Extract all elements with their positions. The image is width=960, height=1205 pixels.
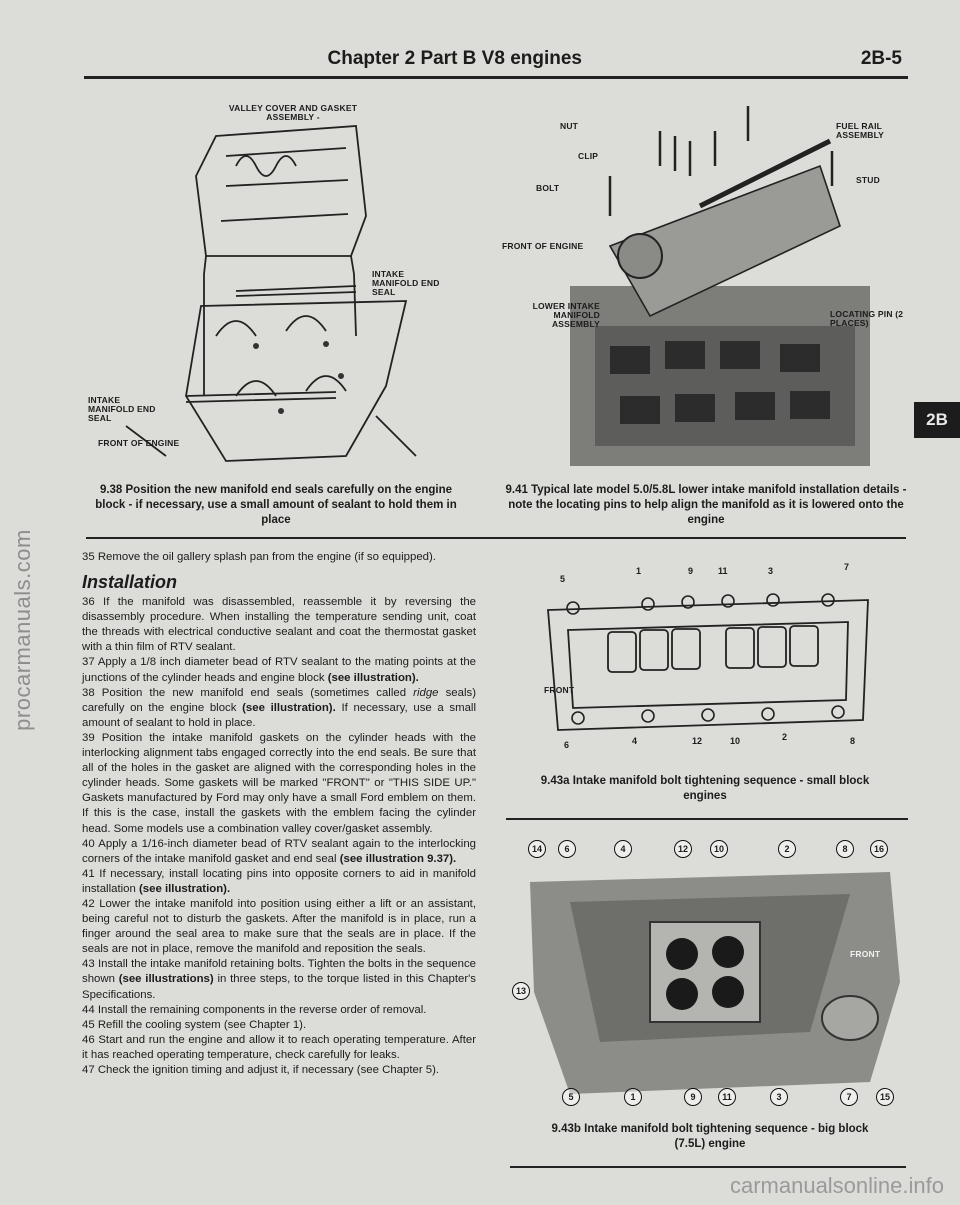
seq-b-9: 9 [684, 1088, 702, 1106]
label-valley-cover: VALLEY COVER AND GASKET ASSEMBLY - [228, 103, 358, 122]
figure-9-43a-drawing [528, 560, 888, 760]
seq-b-1: 1 [624, 1088, 642, 1106]
para-47: 47 Check the ignition timing and adjust it, if necessary (see Chapter 5). [82, 1064, 440, 1076]
para-38: 38 Position the new manifold end seals (sometimes called ridge seals) carefully on the engine block (see illustration). If necessary, use a small amount of sealant to hold in place. [82, 686, 476, 729]
label-front-of-engine: FRONT OF ENGINE [98, 438, 180, 448]
label-bolt: BOLT [536, 183, 560, 193]
label-nut: NUT [560, 121, 579, 131]
section-tab: 2B [914, 402, 960, 438]
seq-b-4: 4 [614, 840, 632, 858]
para-46: 46 Start and run the engine and allow it to reach operating temperature. After it has reached operating temperature, check carefully for leaks. [82, 1033, 476, 1061]
seq-a-3: 3 [768, 566, 774, 576]
caption-9-38: 9.38 Position the new manifold end seals carefully on the engine block - if necessary, use a small amount of sealant to hold them in place [95, 484, 457, 526]
label-front-of-engine-941: FRONT OF ENGINE [502, 241, 584, 251]
seq-b-13: 13 [512, 982, 530, 1000]
seq-b-10: 10 [710, 840, 728, 858]
seq-b-14: 14 [528, 840, 546, 858]
seq-b-3: 3 [770, 1088, 788, 1106]
para-39: 39 Position the intake manifold gaskets on the cylinder heads with the interlocking alignment tabs engaged correctly into the end seals. Be sure that all of the holes in the gasket are aligned with the corresponding holes in the cylinder heads. Some gaskets will be marked "FRONT" or "THIS SIDE UP." Gaskets manufactured by Ford may only have a small Ford emblem on them. If this is the case, install the gaskets with the emblem facing the cylinder head. Some models use a combination valley cover/gasket assembly. [82, 731, 476, 835]
caption-9-41: 9.41 Typical late model 5.0/5.8L lower intake manifold installation details - note the locating pins to help align the manifold as it is lowered onto the engine [505, 484, 907, 526]
label-locating-pin: LOCATING PIN (2 PLACES) [830, 309, 904, 328]
seq-a-6: 6 [564, 740, 570, 750]
seq-a-2: 2 [782, 732, 788, 742]
label-front-943a: FRONT [544, 685, 575, 695]
seq-a-4: 4 [632, 736, 638, 746]
seq-a-7: 7 [844, 562, 850, 572]
caption-9-43b: 9.43b Intake manifold bolt tightening sequence - big block (7.5L) engine [551, 1123, 869, 1150]
caption-9-43a: 9.43a Intake manifold bolt tightening sequence - small block engines [540, 775, 870, 802]
seq-b-12: 12 [674, 840, 692, 858]
seq-b-8: 8 [836, 840, 854, 858]
figure-9-43a [528, 560, 888, 760]
seq-a-8: 8 [850, 736, 856, 746]
seq-b-15: 15 [876, 1088, 894, 1106]
para-40: 40 Apply a 1/16-inch diameter bead of RTV sealant again to the interlocking corners of the intake manifold gasket and end seal (see illustration 9.37). [82, 837, 476, 865]
para-41: 41 If necessary, install locating pins into opposite corners to aid in manifold installation (see illustration). [82, 867, 476, 895]
figure-rule-3 [510, 1166, 906, 1168]
figure-9-43b [510, 832, 908, 1110]
seq-a-9: 9 [688, 566, 694, 576]
seq-b-6: 6 [558, 840, 576, 858]
section-heading-installation: Installation [82, 572, 178, 593]
seq-a-10: 10 [730, 736, 741, 746]
seq-a-1: 1 [636, 566, 642, 576]
seq-a-5: 5 [560, 574, 566, 584]
figure-rule-2 [506, 818, 908, 820]
label-clip: CLIP [578, 151, 599, 161]
para-36: 36 If the manifold was disassembled, reassemble it by reversing the disassembly procedure. When installing the temperature sending unit, coat the threads with electrical conductive sealant and coat the thermostat gasket with a thin film of RTV sealant. [82, 596, 476, 654]
label-end-seal-top: INTAKE MANIFOLD END SEAL [372, 269, 440, 297]
para-44: 44 Install the remaining components in the reverse order of removal. [82, 1003, 427, 1016]
header-rule [84, 76, 908, 79]
figure-9-38 [86, 96, 466, 480]
seq-b-5: 5 [562, 1088, 580, 1106]
page-header [80, 48, 910, 76]
seq-a-11: 11 [718, 566, 728, 576]
seq-b-2: 2 [778, 840, 796, 858]
figure-9-41 [500, 96, 912, 476]
label-lower-intake: LOWER INTAKE MANIFOLD ASSEMBLY [532, 301, 600, 329]
para-45: 45 Refill the cooling system (see Chapter 1). [82, 1018, 307, 1031]
bottom-watermark: carmanualsonline.info [729, 1173, 944, 1198]
chapter-title: Chapter 2 Part B V8 engines [327, 48, 582, 69]
seq-b-7: 7 [840, 1088, 858, 1106]
body-text-column [82, 550, 476, 1078]
figure-9-41-drawing [500, 96, 912, 476]
para-43: 43 Install the intake manifold retaining bolts. Tighten the bolts in the sequence shown (see illustrations) in three steps, to the torque listed in this Chapter's Specifications. [82, 958, 477, 1001]
label-front-943b: FRONT [850, 949, 881, 959]
seq-b-11: 11 [718, 1088, 736, 1106]
figure-9-43b-drawing [510, 832, 908, 1110]
para-35: 35 Remove the oil gallery splash pan from the engine (if so equipped). [82, 551, 436, 563]
side-watermark: procarmanuals.com [10, 529, 35, 731]
label-end-seal-left: INTAKE MANIFOLD END SEAL [88, 395, 156, 423]
label-fuel-rail: FUEL RAIL ASSEMBLY [836, 121, 885, 140]
para-37: 37 Apply a 1/8 inch diameter bead of RTV sealant to the mating points at the junctions of the cylinder heads and engine block (see illustration). [82, 656, 476, 684]
seq-b-16: 16 [870, 840, 888, 858]
seq-a-12: 12 [692, 736, 703, 746]
label-stud: STUD [856, 175, 880, 185]
figure-rule [86, 537, 906, 539]
para-42: 42 Lower the intake manifold into position using either a lift or an assistant, being careful not to disturb the gaskets. After the manifold is in place, run a finger around the seal area to make sure that the seals are in place. If the seals are not in place, remove the manifold and reposition the seals. [82, 897, 476, 956]
page-number: 2B-5 [860, 48, 902, 69]
